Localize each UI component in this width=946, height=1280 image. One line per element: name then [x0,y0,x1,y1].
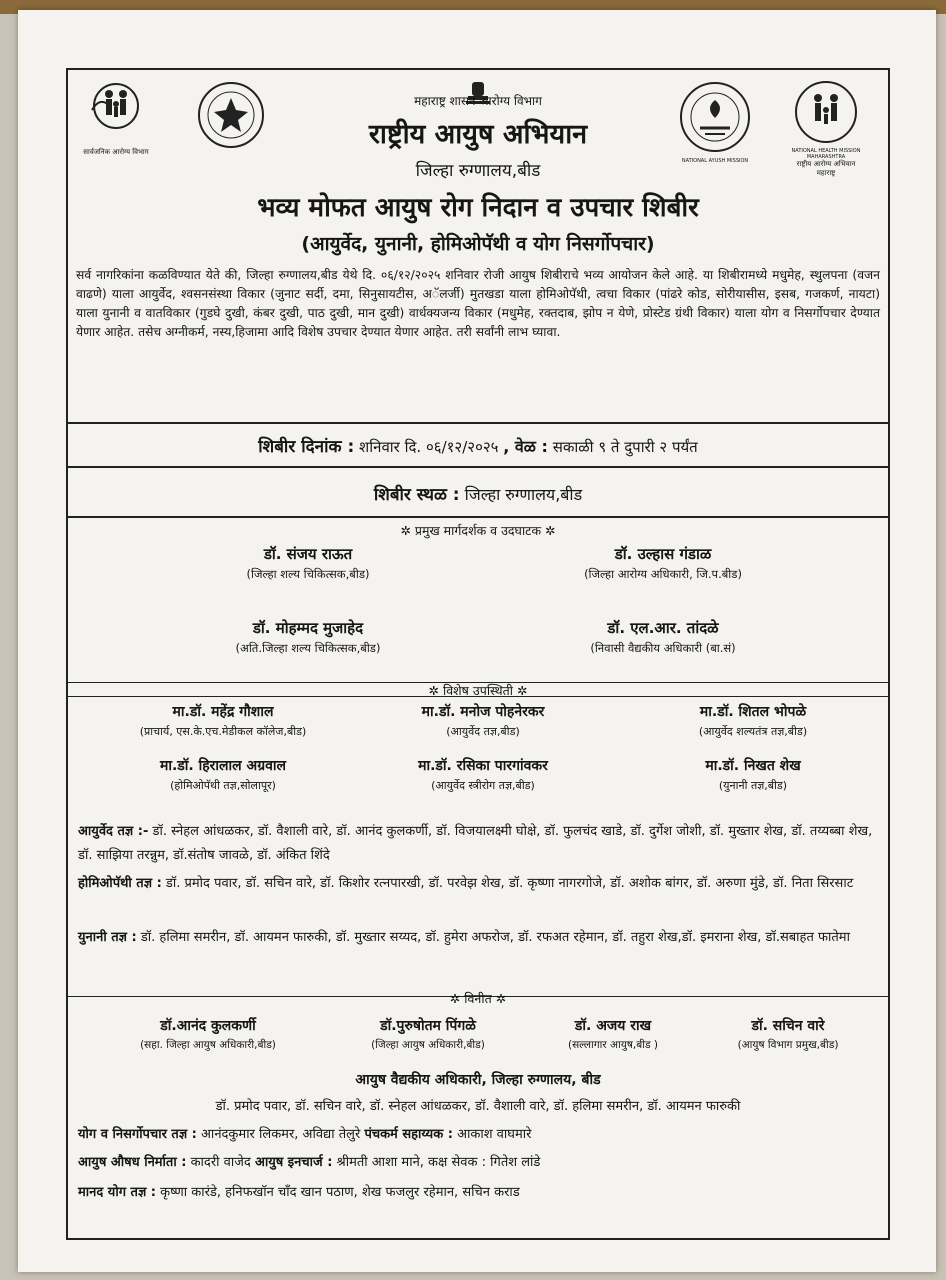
venue-value: जिल्हा रुग्णालय,बीड [464,485,583,504]
honorary-label: मानद योग तज्ञ : [78,1185,157,1200]
special-role: (आयुर्वेद तज्ञ,बीड) [446,725,520,738]
vinit-heading: ✲ विनीत ✲ [449,991,507,1006]
yoga-value: आनंदकुमार लिकमर, अविद्या तेलुरे [201,1127,361,1142]
homeopathy-experts [78,872,878,896]
vinit-name: डॉ. सचिन वारे [751,1018,825,1034]
special-role: (युनानी तज्ञ,बीड) [718,779,788,792]
guide-role: (अति.जिल्हा शल्य चिकित्सक,बीड) [235,641,381,655]
ayurveda-label: आयुर्वेद तज्ञ :- [78,824,149,839]
special-name: मा.डॉ. मनोज पोहनेरकर [421,704,545,720]
honorary-yoga-line [78,1182,878,1200]
guide-name: डॉ. एल.आर. तांदळे [607,619,719,637]
special-name: मा.डॉ. महेंद्र गौशाल [172,704,274,720]
mission-title: राष्ट्रीय आयुष अभियान [368,119,588,150]
guide-name: डॉ. मोहम्मद मुजाहेद [252,619,364,637]
intro-paragraph: सर्व नागरिकांना कळविण्यात येते की, जिल्हा रुग्णालय,बीड येथे दि. ०६/१२/२०२५ शनिवार रोजी आयुष शिबीराचे भव्य आयोजन केले आहे. या शिबीरामध्ये मधुमेह, स्थुलपना (वजन वाढणे) याला आयुर्वेद, श्वसनसंस्था विकार (जुनाट सर्दी, दमा, सिनुसायटीस, अॅलर्जी) मुतखडा याला होमिओपॅथी, त्वचा विकार (पांढरे कोड, सोरीयासीस, इसब, गजकर्ण, नायटा) याला युनानी व वातविकार (गुडघे दुखी, कंबर दुखी, पाठ दुखी, मान दुखी) वार्धक्यजन्य विकार (मधुमेह, रक्तदाब, झोप न येणे, प्रोस्टेड ग्रंथी विकार) याला योग व निसर्गोपचार देण्यात येणार आहेत. तसेच अग्नीकर्म, नस्य,हिजामा आदि विशेष उपचार देण्यात येणार आहेत. तरी सर्वांनी लाभ घ्यावा. [76,268,880,339]
guide-person [518,618,808,656]
panchakarma-value: आकाश वाघमारे [457,1127,532,1142]
vinit-person [108,1016,308,1052]
divider-line [68,516,888,518]
special-name: मा.डॉ. निखत शेख [705,758,801,774]
therapy-systems: (आयुर्वेद, युनानी, होमिओपॅथी व योग निसर्गोपचार) [301,233,655,255]
divider-line [68,422,888,424]
pharmacist-line [78,1152,878,1170]
vinit-name: डॉ.आनंद कुलकर्णी [160,1018,256,1034]
special-person [358,756,608,793]
hospital-subtitle: जिल्हा रुग्णालय,बीड [415,161,541,181]
logo-nhm-text: NATIONAL HEALTH MISSION MAHARASHTRA [791,148,861,160]
yoga-label: योग व निसर्गोपचार तज्ञ : [78,1127,197,1142]
logo-right-sub: महाराष्ट्र [816,169,836,177]
camp-date: शनिवार दि. ०६/१२/२०२५ [359,438,499,456]
special-person [98,702,348,739]
special-name: मा.डॉ. रसिका पारगांवकर [418,758,548,774]
camp-time: सकाळी ९ ते दुपारी २ पर्यंत [552,438,698,456]
homeopathy-list: डॉ. प्रमोद पवार, डॉ. सचिन वारे, डॉ. किशोर रत्नपारखी, डॉ. परवेझ शेख, डॉ. कृष्णा नागरगोजे, डॉ. अशोक बांगर, डॉ. अरुणा मुंडे, डॉ. निता सिरसाट [165,876,854,891]
guide-role: (जिल्हा आरोग्य अधिकारी, जि.प.बीड) [584,567,742,581]
unani-experts [78,926,878,950]
ayurveda-experts [78,820,878,868]
vinit-role: (जिल्हा आयुष अधिकारी,बीड) [371,1039,485,1051]
unani-list: डॉ. हलिमा समरीन, डॉ. आयमन फारुकी, डॉ. मुख्तार सय्यद, डॉ. हुमेरा अफरोज, डॉ. रफअत रहेमान, डॉ. तहुरा शेख,डॉ. इमराना शेख, डॉ.सबाहत फातेमा [140,930,850,945]
camp-title: भव्य मोफत आयुष रोग निदान व उपचार शिबीर [257,193,699,223]
special-person [628,756,878,793]
vinit-name: डॉ. अजय राख [574,1018,652,1034]
yoga-panchakarma-line [78,1124,878,1142]
special-heading: ✲ विशेष उपस्थिती ✲ [428,683,528,698]
special-role: (आयुर्वेद स्त्रीरोग तज्ञ,बीड) [431,779,535,792]
vinit-person [693,1016,883,1052]
date-label: शिबीर दिनांक : [258,437,355,457]
divider-line [68,466,888,468]
govt-line: महाराष्ट्र शासन आरोग्य विभाग [414,94,542,108]
special-name: मा.डॉ. हिरालाल अग्रवाल [159,758,286,774]
officers-heading: आयुष वैद्यकीय अधिकारी, जिल्हा रुग्णालय, बीड [355,1072,601,1088]
special-role: (होमिओपॅथी तज्ञ,सोलापूर) [170,779,276,792]
guide-name: डॉ. संजय राऊत [263,545,353,563]
special-role: (आयुर्वेद शल्यतंत्र तज्ञ,बीड) [698,725,808,738]
honorary-value: कृष्णा कारंडे, हनिफखॉन चाँद खान पठाण, शेख फजलुर रहेमान, सचिन कराड [160,1185,520,1200]
guide-name: डॉ. उल्हास गंडाळ [614,545,712,563]
vinit-person [328,1016,528,1052]
special-person [358,702,608,739]
unani-label: युनानी तज्ञ : [78,930,137,945]
venue-band [68,482,888,505]
special-person [628,702,878,739]
special-name: मा.डॉ. शितल भोपळे [699,704,807,720]
guides-heading: ✲ प्रमुख मार्गदर्शक व उदघाटक ✲ [400,523,556,538]
guide-person [518,544,808,582]
homeopathy-label: होमिओपॅथी तज्ञ : [78,876,162,891]
officers-list: डॉ. प्रमोद पवार, डॉ. सचिन वारे, डॉ. स्नेहल आंधळकर, डॉ. वैशाली वारे, डॉ. हलिमा समरीन, डॉ. आयमन फारुकी [215,1099,741,1114]
time-label: , वेळ : [503,437,548,456]
pharmacist-label: आयुष औषध निर्माता : [78,1155,187,1170]
logo-ayush-text: NATIONAL AYUSH MISSION [681,158,749,164]
vinit-role: (सहा. जिल्हा आयुष अधिकारी,बीड) [140,1039,276,1051]
logo-right-caption: राष्ट्रीय आरोग्य अभियान [796,160,856,168]
poster-sheet [18,10,936,1272]
venue-label: शिबीर स्थळ : [373,485,460,505]
vinit-role: (सल्लागार आयुष,बीड ) [567,1039,659,1051]
vinit-person [538,1016,688,1052]
incharge-label: आयुष इनचार्ज : [254,1155,333,1170]
divider-line [68,696,888,697]
guide-role: (जिल्हा शल्य चिकित्सक,बीड) [246,567,370,581]
panchakarma-label: पंचकर्म सहाय्यक : [364,1127,453,1142]
guide-person [178,544,438,582]
ayurveda-list: डॉ. स्नेहल आंधळकर, डॉ. वैशाली वारे, डॉ. आनंद कुलकर्णी, डॉ. विजयालक्ष्मी घोक्षे, डॉ. फुलचंद खाडे, डॉ. दुर्गेश जोशी, डॉ. मुख्तार शेख, डॉ. तय्यब्बा शेख, डॉ. साझिया तरन्नुम, डॉ.संतोष जावळे, डॉ. अंकित शिंदे [78,824,873,863]
date-band [68,434,888,457]
guide-person [178,618,438,656]
guide-role: (निवासी वैद्यकीय अधिकारी (बा.सं) [590,641,736,655]
special-person [98,756,348,793]
logo-left-caption: सार्वजनिक आरोग्य विभाग [83,148,149,156]
vinit-name: डॉ.पुरुषोतम पिंगळे [380,1018,476,1034]
poster-frame [66,68,890,1240]
pharmacist-value: कादरी वाजेद [190,1155,251,1170]
incharge-value: श्रीमती आशा माने, कक्ष सेवक : गितेश लांडे [336,1155,541,1170]
special-role: (प्राचार्य, एस.के.एच.मेडीकल कॉलेज,बीड) [139,725,307,738]
vinit-role: (आयुष विभाग प्रमुख,बीड) [737,1039,839,1051]
